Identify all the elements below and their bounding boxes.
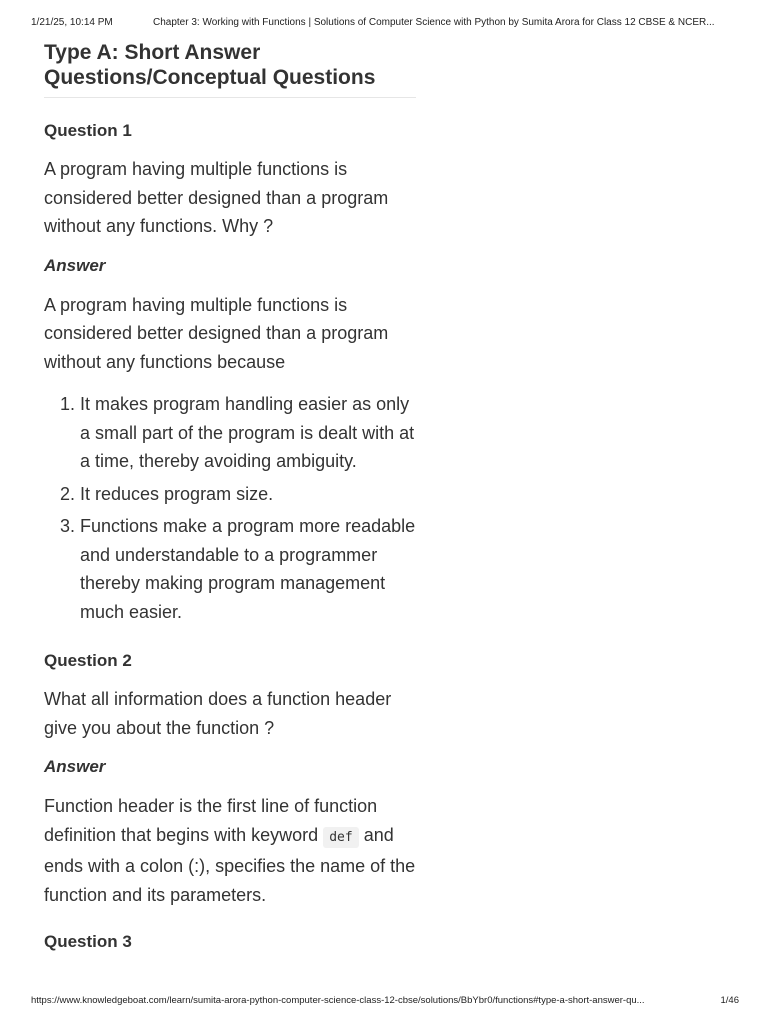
print-url: https://www.knowledgeboat.com/learn/sumita-arora-python-computer-science-class-12-cbse/solutions/BbYbr0/functions#type-a-short-answer-qu... [31,995,645,1006]
list-item: 1. It makes program handling easier as only a small part of the program is dealt with at a time, thereby avoiding ambiguity. [80,390,416,476]
question-1-text: A program having multiple functions is considered better designed than a program without any functions. Why ? [44,159,389,236]
answer-1-list [44,390,416,626]
answer-2-text-part1: Function header is the first line of function definition that begins with keyword [44,796,378,845]
answer-2-text-part2: and ends with a colon (:), specifies the name of the function and its parameters. [44,824,416,905]
code-keyword-def: def [323,827,358,848]
page-number: 1/46 [720,995,739,1006]
question-2-heading: Question 2 [44,651,132,670]
answer-2-text [44,792,416,909]
question-1-heading: Question 1 [44,121,132,140]
question-2-text: What all information does a function header give you about the function ? [44,689,392,738]
answer-1-intro: A program having multiple functions is considered better designed than a program without any functions because [44,294,389,372]
list-item: 2. It reduces program size. [80,480,416,509]
question-3-heading: Question 3 [44,932,132,951]
print-datetime: 1/21/25, 10:14 PM [31,17,113,28]
print-page-title: Chapter 3: Working with Functions | Solutions of Computer Science with Python by Sumita Arora for Class 12 CBSE & NCER... [153,17,715,28]
answer-1-heading: Answer [44,255,106,275]
print-footer [31,995,739,1006]
answer-2-heading: Answer [44,757,106,776]
section-title: Type A: Short Answer Questions/Conceptual Questions [44,40,416,98]
print-header [31,17,748,28]
article-content [44,40,416,953]
list-item: 3. Functions make a program more readable and understandable to a programmer thereby making program management much easier. [80,512,416,626]
